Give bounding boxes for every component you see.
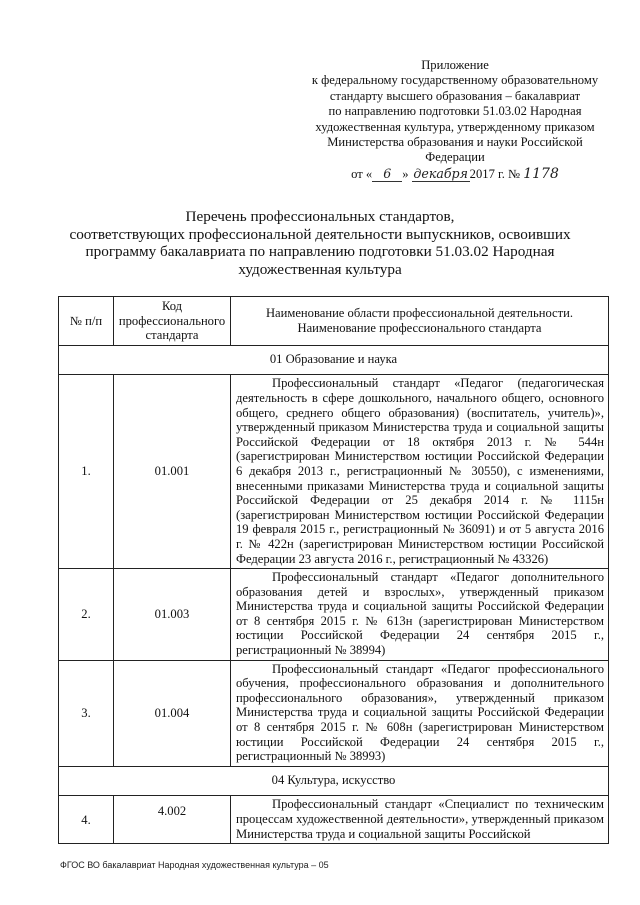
document-title [60,208,580,278]
title-line: соответствующих профессиональной деятельности выпускников, освоивших [69,225,571,243]
row-description: Профессиональный стандарт «Педагог (педагогическая деятельность в сфере дошкольного, начального общего, основного общего, среднего общего образования) (воспитатель, учитель)», утвержденный приказом Министерства труда и социальной защиты Российской Федерации от 18 октября 2013 г. № 544н (зарегистрирован Министерством юстиции Российской Федерации 6 декабря 2013 г., регистрационный № 30550), с изменениями, внесенными приказами Министерства труда и социальной защиты Российской Федерации от 25 декабря 2014 г. № 1115н (зарегистрирован Министерством юстиции Российской Федерации 19 февраля 2015 г., регистрационный № 36091) и от 5 августа 2016 г. № 422н (зарегистрирован Министерством юстиции Российской Федерации 23 августа 2016 г., регистрационный № 43326) [231,375,609,569]
date-prefix: от « [351,166,373,181]
appendix-line: Министерства образования и науки Российской [327,135,583,150]
table-row [59,796,609,844]
table-row [59,569,609,661]
handwritten-month: декабря [413,165,468,181]
table-row [59,660,609,766]
row-description: Профессиональный стандарт «Педагог профессионального обучения, профессионального образования и дополнительного профессионального образования», утвержденный приказом Министерства труда и социальной защиты Российской Федерации от 8 сентября 2015 г. № 608н (зарегистрирован Министерством юстиции Российской Федерации 24 сентября 2015 г., регистрационный № 38993) [231,660,609,766]
title-line: программу бакалавриата по направлению подготовки 51.03.02 Народная [85,243,555,261]
section-row [59,766,609,796]
section-title: 01 Образование и наука [59,345,609,375]
table-header-row [59,297,609,346]
row-code: 01.004 [114,660,231,766]
row-description: Профессиональный стандарт «Педагог дополнительного образования детей и взрослых», утвержденный приказом Министерства труда и социальной защиты Российской Федерации от 8 сентября 2015 г. № 613н (зарегистрирован Министерством юстиции Российской Федерации 24 сентября 2015 г., регистрационный № 38994) [231,569,609,661]
title-line: Перечень профессиональных стандартов, [185,208,455,225]
header-num: № п/п [59,297,114,346]
section-title: 04 Культура, искусство [59,766,609,796]
row-description: Профессиональный стандарт «Специалист по техническим процессам художественной деятельности», утвержденный приказом Министерства труда и социальной защиты Российской [231,796,609,844]
row-code: 4.002 [114,796,231,844]
row-num: 2. [59,569,114,661]
appendix-line: к федеральному государственному образовательному [311,73,599,88]
appendix-line: художественная культура, утвержденному приказом [315,119,595,134]
row-code: 01.001 [114,375,231,569]
date-year: 2017 г. № [469,166,521,181]
header-code: Код профессионального стандарта [114,297,231,346]
date-mid: » [402,166,409,181]
order-date-line [300,166,610,182]
handwritten-day: 6 [372,166,402,182]
appendix-line: Федерации [425,150,485,165]
appendix-block [300,58,610,182]
appendix-line: стандарту высшего образования – бакалавриат [329,88,581,103]
standards-table [58,296,609,844]
row-num: 1. [59,375,114,569]
row-code: 01.003 [114,569,231,661]
row-num: 4. [59,796,114,844]
handwritten-order-number: 1178 [523,165,559,182]
header-name: Наименование области профессиональной деятельности. Наименование профессионального стандарта [231,297,609,346]
table-row [59,375,609,569]
section-row [59,345,609,375]
row-num: 3. [59,660,114,766]
title-line: художественная культура [238,260,402,278]
page-footer: ФГОС ВО бакалавриат Народная художественная культура – 05 [60,860,329,870]
appendix-line: Приложение [421,58,489,72]
appendix-line: по направлению подготовки 51.03.02 Народная [328,104,582,119]
